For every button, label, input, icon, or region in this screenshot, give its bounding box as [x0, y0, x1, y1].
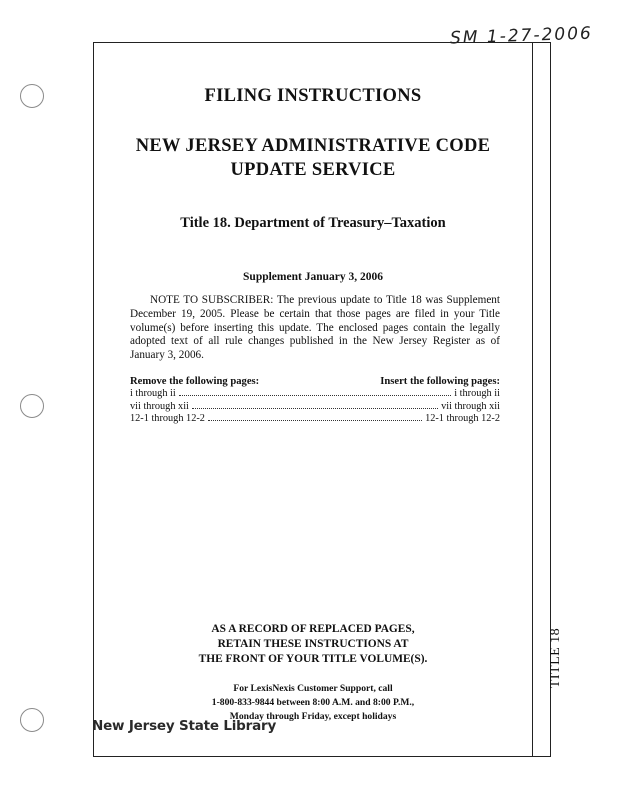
- insert-pages-cell: i through ii: [454, 388, 500, 399]
- insert-pages-cell: vii through xii: [441, 400, 500, 412]
- table-row: [130, 388, 500, 401]
- support-line2: 1-800-833-9844 between 8:00 A.M. and 8:00 P.M.,: [211, 697, 415, 708]
- subscriber-note: NOTE TO SUBSCRIBER: The previous update to Title 18 was Supplement December 19, 2005. Please be certain that those pages are filed in your Title volume(s) before inserting this update. The enclosed pages contain the legally adopted text of all rule changes published in the New Jersey Register as of January 3, 2006.: [130, 294, 500, 362]
- page-title: FILING INSTRUCTIONS: [204, 86, 422, 106]
- code-title-line2: UPDATE SERVICE: [230, 160, 396, 180]
- binder-hole-middle: [20, 394, 44, 418]
- insert-pages-header: Insert the following pages:: [380, 376, 500, 387]
- support-line3: Monday through Friday, except holidays: [229, 711, 397, 722]
- table-row: [130, 413, 500, 426]
- remove-pages-cell: i through ii: [130, 388, 176, 399]
- supplement-date: Supplement January 3, 2006: [243, 271, 383, 283]
- code-title-line1: NEW JERSEY ADMINISTRATIVE CODE: [135, 136, 491, 156]
- library-stamp: New Jersey State Library: [92, 718, 277, 734]
- table-row: [130, 401, 500, 414]
- dot-leader: [192, 408, 438, 409]
- remove-pages-cell: vii through xii: [130, 400, 189, 412]
- retain-notice-line3: THE FRONT OF YOUR TITLE VOLUME(S).: [198, 653, 428, 665]
- support-line1: For LexisNexis Customer Support, call: [233, 683, 393, 694]
- title-line: Title 18. Department of Treasury–Taxation: [180, 215, 446, 231]
- binder-hole-top: [20, 84, 44, 108]
- retain-notice: [93, 622, 533, 667]
- side-tab: [541, 628, 571, 688]
- handwritten-date-note: SM 1-27-2006: [449, 23, 594, 49]
- side-tab-label: TITLE 18: [548, 627, 563, 689]
- retain-notice-line1: AS A RECORD OF REPLACED PAGES,: [211, 623, 415, 635]
- pages-table: [130, 375, 500, 426]
- binder-hole-bottom: [20, 708, 44, 732]
- dot-leader: [208, 420, 422, 421]
- remove-pages-cell: 12-1 through 12-2: [130, 413, 205, 424]
- insert-pages-cell: 12-1 through 12-2: [425, 413, 500, 424]
- pages-table-header: [130, 375, 500, 388]
- retain-notice-line2: RETAIN THESE INSTRUCTIONS AT: [217, 638, 409, 650]
- remove-pages-header: Remove the following pages:: [130, 376, 260, 387]
- dot-leader: [179, 395, 451, 396]
